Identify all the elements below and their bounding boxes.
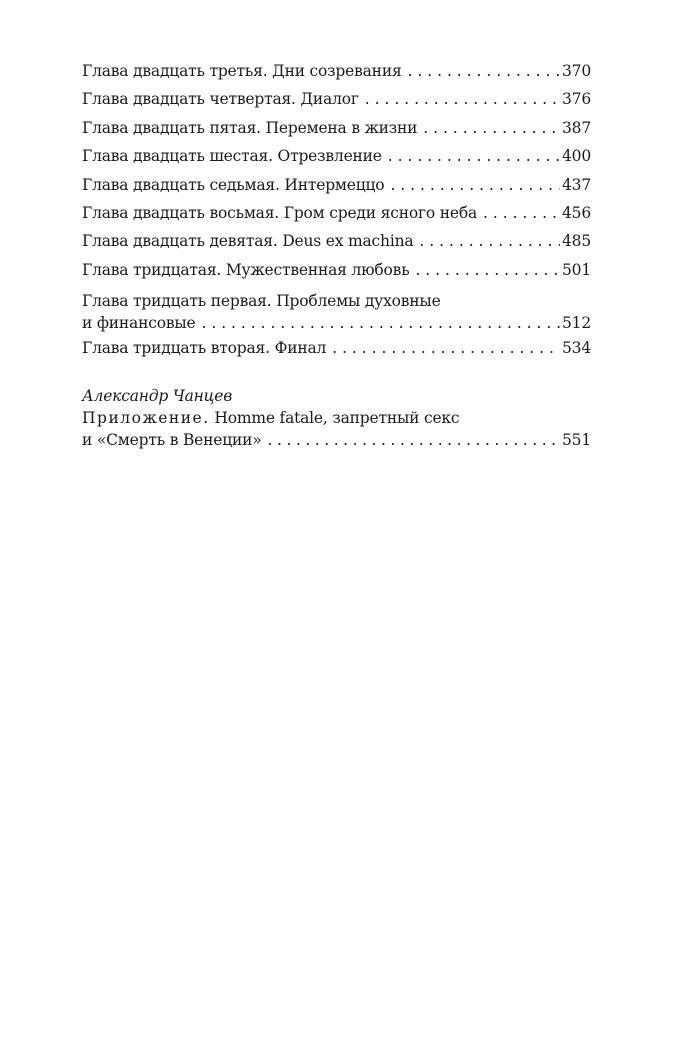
toc-entry-page: 437 [562, 175, 591, 194]
toc-entry-page: 456 [562, 203, 591, 222]
appendix-title-text: Homme fatale, запретный секс [209, 408, 460, 427]
dot-leader [419, 227, 560, 255]
dot-leader [423, 114, 560, 142]
dot-leader [332, 334, 560, 362]
appendix-entry[interactable] [82, 385, 591, 451]
toc-entry-continuation [82, 312, 591, 334]
toc-entry[interactable] [82, 290, 591, 334]
dot-leader [483, 199, 560, 227]
toc-entry-page: 370 [562, 62, 591, 80]
toc-entry[interactable] [82, 142, 591, 170]
toc-entry[interactable] [82, 334, 591, 362]
dot-leader [268, 429, 560, 451]
toc-entry-title: Глава двадцать третья. Дни созревания [82, 62, 402, 80]
dot-leader [390, 171, 560, 199]
dot-leader [365, 85, 560, 113]
toc-entry[interactable] [82, 114, 591, 142]
toc-entry-title-continued: и финансовые [82, 314, 196, 333]
toc-entry[interactable] [82, 199, 591, 227]
toc-entry-page: 376 [562, 90, 591, 109]
dot-leader [388, 142, 560, 170]
toc-entry-page: 400 [562, 147, 591, 166]
toc-entry-title: Глава двадцать шестая. Отрезвление [82, 147, 382, 166]
toc-entry-page: 534 [562, 339, 591, 358]
toc-entry-title: Глава тридцать вторая. Финал [82, 339, 327, 358]
toc-entry[interactable] [82, 57, 591, 85]
dot-leader [201, 312, 560, 334]
appendix-title [82, 407, 591, 429]
dot-leader [408, 57, 560, 85]
appendix-title-continued: и «Смерть в Венеции» [82, 430, 262, 449]
toc-entry[interactable] [82, 85, 591, 113]
dot-leader [415, 256, 560, 284]
toc-entry[interactable] [82, 171, 591, 199]
toc-entry-page: 387 [562, 118, 591, 137]
toc-entry-page: 501 [562, 260, 591, 279]
toc-entry[interactable] [82, 256, 591, 284]
appendix-author: Александр Чанцев [82, 386, 233, 405]
toc-entry-title: Глава двадцать четвертая. Диалог [82, 90, 359, 109]
toc-entry-title: Глава двадцать пятая. Перемена в жизни [82, 118, 418, 137]
table-of-contents [82, 57, 591, 451]
toc-entry-title: Глава тридцать первая. Проблемы духовные [82, 292, 441, 311]
toc-entry[interactable] [82, 227, 591, 255]
appendix-page: 551 [562, 430, 591, 449]
appendix-continuation [82, 429, 591, 451]
toc-entry-title: Глава двадцать девятая. Deus ex machina [82, 232, 414, 251]
appendix-label: Приложение. [82, 408, 210, 427]
toc-entry-title: Глава двадцать седьмая. Интермеццо [82, 175, 385, 194]
toc-entry-page: 512 [562, 314, 591, 333]
toc-entry-title: Глава двадцать восьмая. Гром среди ясного неба [82, 203, 478, 222]
toc-entry-page: 485 [562, 232, 591, 251]
toc-entry-title: Глава тридцатая. Мужественная любовь [82, 260, 410, 279]
